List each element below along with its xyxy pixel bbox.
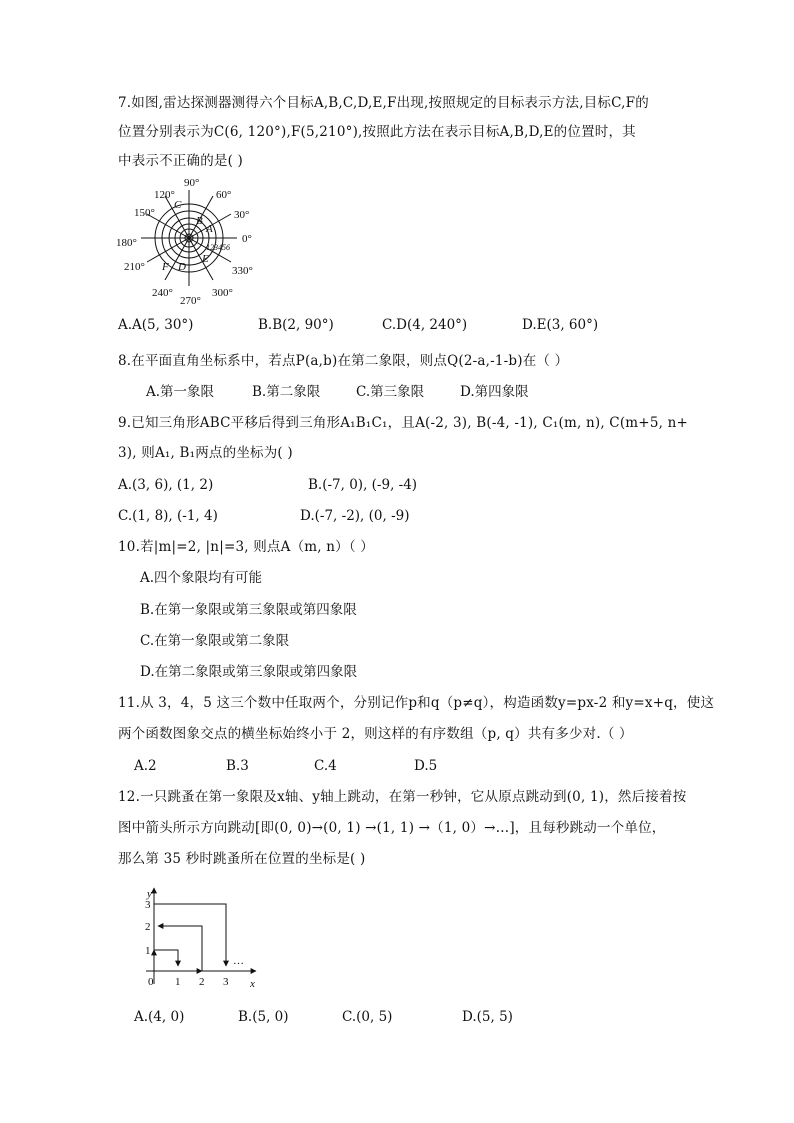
q7-option-b: B.B(2, 90°): [258, 317, 334, 333]
q12-line-1: 12.一只跳蚤在第一象限及x轴、y轴上跳动，在第一秒钟，它从原点跳动到(0, 1)，然后接着按: [118, 789, 687, 805]
q7-line-1: 7.如图,雷达探测器测得六个目标A,B,C,D,E,F出现,按照规定的目标表示方法,目标C,F的: [118, 95, 649, 111]
point-label-b: B: [196, 215, 203, 227]
q7-option-c: C.D(4, 240°): [382, 317, 468, 333]
angle-label-210: 210°: [124, 261, 145, 273]
q9-option-d: D.(-7, -2), (0, -9): [300, 508, 410, 524]
q8-option-c: C.第三象限: [356, 384, 425, 400]
point-label-d: D: [178, 261, 186, 273]
q11-option-c: C.4: [314, 758, 337, 774]
q12-line-2: 图中箭头所示方向跳动[即(0, 0)→(0, 1) →(1, 1) →（1, 0）→…]，且每秒跳动一个单位，: [118, 820, 666, 836]
q12-option-a: A.(4, 0): [134, 1009, 185, 1025]
angle-label-330: 330°: [232, 265, 253, 277]
q12-option-c: C.(0, 5): [342, 1009, 393, 1025]
path-step: [154, 904, 226, 966]
x-tick-3: 3: [223, 976, 229, 988]
y-tick-1: 1: [145, 945, 151, 957]
continuation-ellipsis: …: [233, 955, 244, 967]
q9-line-1: 9.已知三角形ABC平移后得到三角形A₁B₁C₁，且A(-2, 3), B(-4, -1), C₁(m, n), C(m+5, n+: [118, 415, 688, 431]
angle-label-180: 180°: [116, 237, 137, 249]
q10-option-d: D.在第二象限或第三象限或第四象限: [140, 664, 358, 680]
angle-label-90: 90°: [184, 177, 200, 189]
q11-option-a: A.2: [134, 758, 157, 774]
origin-label: 0: [148, 976, 154, 988]
angle-label-120: 120°: [154, 189, 175, 201]
angle-label-0: 0°: [242, 233, 252, 245]
path-step: [154, 950, 178, 966]
q7-radar-figure: [112, 176, 272, 306]
angle-label-150: 150°: [134, 207, 155, 219]
q8-option-a: A.第一象限: [146, 384, 215, 400]
ring-number-labels: 123456: [206, 243, 230, 252]
q11-line-1: 11.从 3，4，5 这三个数中任取两个，分别记作p和q（p≠q），构造函数y=px-2 和y=x+q，使这: [118, 695, 715, 711]
angle-label-300: 300°: [212, 287, 233, 299]
q9-option-b: B.(-7, 0), (-9, -4): [308, 477, 418, 493]
point-label-a: A: [206, 223, 213, 235]
y-tick-2: 2: [145, 921, 151, 933]
q8-option-b: B.第二象限: [252, 384, 321, 400]
q8-option-d: D.第四象限: [460, 384, 529, 400]
y-tick-3: 3: [145, 899, 151, 911]
x-tick-2: 2: [199, 976, 205, 988]
q9-option-a: A.(3, 6), (1, 2): [118, 477, 214, 493]
x-tick-1: 1: [175, 976, 181, 988]
q9-option-c: C.(1, 8), (-1, 4): [118, 508, 218, 524]
y-axis-label: y: [147, 888, 152, 900]
q11-option-b: B.3: [226, 758, 249, 774]
q7-line-2: 位置分别表示为C(6, 120°),F(5,210°),按照此方法在表示目标A,B,D,E的位置时，其: [118, 124, 636, 140]
q11-line-2: 两个函数图象交点的横坐标始终小于 2，则这样的有序数组（p, q）共有多少对.（ ）: [118, 726, 633, 742]
q7-option-d: D.E(3, 60°): [522, 317, 599, 333]
q12-line-3: 那么第 35 秒时跳蚤所在位置的坐标是( ): [118, 851, 366, 867]
angle-label-270: 270°: [180, 295, 201, 306]
q12-option-d: D.(5, 5): [462, 1009, 513, 1025]
angle-label-60: 60°: [216, 189, 232, 201]
x-axis-label: x: [250, 978, 255, 990]
point-label-f: F: [162, 261, 169, 273]
q7-line-3: 中表示不正确的是( ): [118, 153, 244, 169]
q12-flea-path-figure: [138, 880, 268, 992]
q10-option-a: A.四个象限均有可能: [140, 570, 263, 586]
q11-option-d: D.5: [414, 758, 438, 774]
q12-option-b: B.(5, 0): [238, 1009, 289, 1025]
path-step: [158, 926, 202, 971]
point-label-e: E: [202, 253, 209, 265]
q10-line: 10.若|m|=2, |n|=3, 则点A（m, n）（ ）: [118, 539, 374, 555]
q10-option-b: B.在第一象限或第三象限或第四象限: [140, 602, 357, 618]
q8-line: 8.在平面直角坐标系中，若点P(a,b)在第二象限，则点Q(2-a,-1-b)在（ ）: [118, 353, 569, 369]
q10-option-c: C.在第一象限或第二象限: [140, 633, 290, 649]
angle-label-30: 30°: [234, 209, 250, 221]
q9-line-2: 3), 则A₁, B₁两点的坐标为( ): [118, 445, 293, 461]
point-label-c: C: [174, 199, 182, 211]
angle-label-240: 240°: [152, 287, 173, 299]
q7-option-a: A.A(5, 30°): [118, 317, 194, 333]
